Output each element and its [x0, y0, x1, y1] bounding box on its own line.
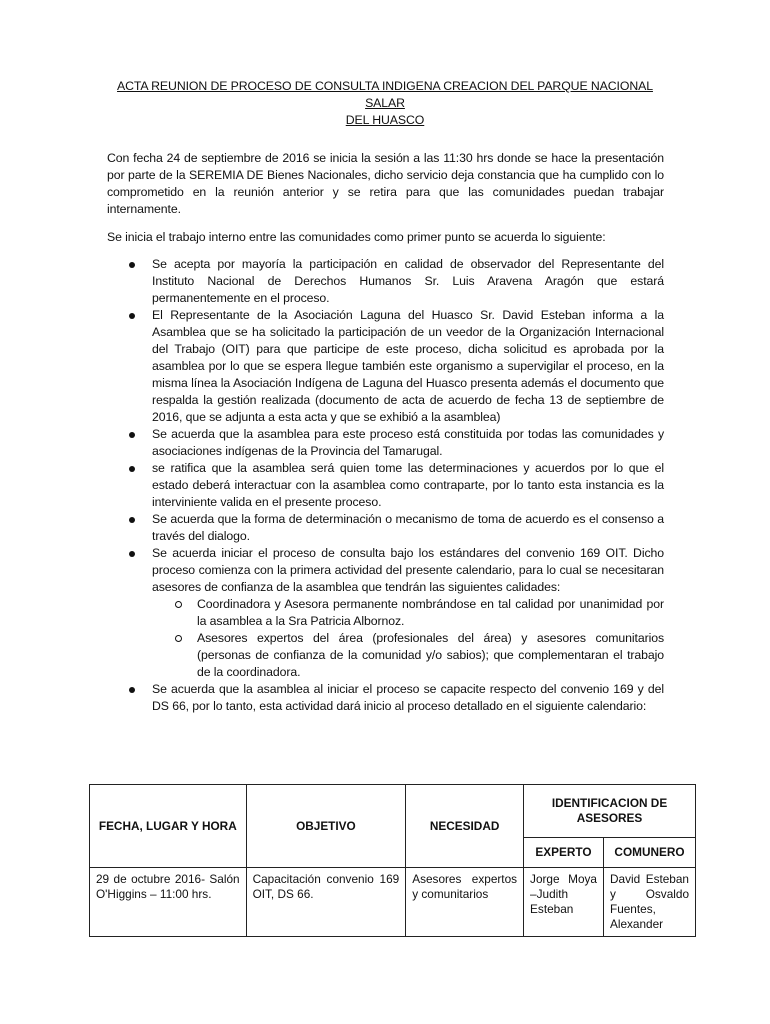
header-experto: EXPERTO	[524, 838, 604, 868]
list-item-text: Se acepta por mayoría la participación en calidad de observador del Representante del Instituto Nacional de Derechos Humanos Sr. Luis Aravena Aragón que estará permanentemente en el proceso.	[152, 257, 664, 305]
intro-paragraph: Con fecha 24 de septiembre de 2016 se inicia la sesión a las 11:30 hrs donde se hace la presentación por parte de la SEREMIA DE Bienes Nacionales, dicho servicio deja constancia que ha cumplido con lo comprometido en la reunión anterior y se retira para que las comunidades puedan trabajar internamente.	[107, 151, 664, 216]
cell-experto: Jorge Moya –Judith Esteban	[524, 868, 604, 937]
list-item	[107, 307, 664, 426]
list-item-text: Se acuerda que la forma de determinación o mecanismo de toma de acuerdo es el consenso a través del dialogo.	[152, 512, 664, 543]
cell-fecha: 29 de octubre 2016- Salón O'Higgins – 11:00 hrs.	[90, 868, 247, 937]
bullet-dot-icon	[129, 262, 135, 268]
list-item-text: Se acuerda iniciar el proceso de consulta bajo los estándares del convenio 169 OIT. Dicho proceso comienza con la primera actividad del presente calendario, para lo cual se necesitaran asesores de confianza de la asamblea que tendrán las siguientes calidades:	[152, 546, 664, 594]
advisor-qualities-list	[152, 596, 664, 681]
header-comunero: COMUNERO	[603, 838, 695, 868]
bullet-dot-icon	[129, 517, 135, 523]
list-item	[107, 511, 664, 545]
agreements-list	[107, 256, 664, 715]
sub-list-item-text: Asesores expertos del área (profesionales del área) y asesores comunitarios (personas de confianza de la comunidad y/o sabios); que complementaran el trabajo de la coordinadora.	[197, 631, 664, 679]
cell-necesidad: Asesores expertos y comunitarios	[406, 868, 524, 937]
list-item-text: Se acuerda que la asamblea para este proceso está constituida por todas las comunidades y asociaciones indígenas de la Provincia del Tamarugal.	[152, 427, 664, 458]
table-row	[90, 868, 696, 937]
list-item-text: El Representante de la Asociación Laguna del Huasco Sr. David Esteban informa a la Asamblea que se ha solicitado la participación de un veedor de la Organización Internacional del Trabajo (OIT) para que participe de este proceso, dicha solicitud es aprobada por la asamblea por lo que se espera llegue también este organismo a supervigilar el proceso, en la misma línea la Asociación Indígena de Laguna del Huasco presenta además el documento que respalda la gestión realizada (documento de acta de acuerdo de fecha 13 de septiembre de 2016, que se adjunta a esta acta y que se exhibió a la asamblea)	[152, 308, 664, 424]
table-header-row	[90, 785, 696, 838]
document-title-line-1: ACTA REUNION DE PROCESO DE CONSULTA INDIGENA CREACION DEL PARQUE NACIONAL SALAR	[117, 79, 653, 110]
header-identificacion: IDENTIFICACION DE ASESORES	[524, 785, 696, 838]
calendar-table	[89, 784, 696, 937]
circle-bullet-icon	[175, 601, 182, 608]
list-item	[107, 460, 664, 511]
bullet-dot-icon	[129, 687, 135, 693]
cell-comunero: David Esteban y Osvaldo Fuentes, Alexander	[603, 868, 695, 937]
sub-list-item-text: Coordinadora y Asesora permanente nombrándose en tal calidad por unanimidad por la asamblea a la Sra Patricia Albornoz.	[197, 597, 664, 628]
document-title-line-2: DEL HUASCO	[345, 113, 425, 127]
bullet-dot-icon	[129, 551, 135, 557]
header-objetivo: OBJETIVO	[246, 785, 406, 868]
circle-bullet-icon	[175, 635, 182, 642]
bullet-dot-icon	[129, 466, 135, 472]
cell-objetivo: Capacitación convenio 169 OIT, DS 66.	[246, 868, 406, 937]
list-item	[107, 426, 664, 460]
sub-list-item	[152, 630, 664, 681]
sub-list-item	[152, 596, 664, 630]
bullet-dot-icon	[129, 432, 135, 438]
list-item	[107, 681, 664, 715]
list-item-text: se ratifica que la asamblea será quien tome las determinaciones y acuerdos por lo que el estado deberá interactuar con la asamblea como contraparte, por lo tanto esta instancia es la interviniente valida en el presente proceso.	[152, 461, 664, 509]
document-title	[100, 78, 670, 129]
list-item-text: Se acuerda que la asamblea al iniciar el proceso se capacite respecto del convenio 169 y del DS 66, por lo tanto, esta actividad dará inicio al proceso detallado en el siguiente calendario:	[152, 682, 664, 713]
header-necesidad: NECESIDAD	[406, 785, 524, 868]
list-item	[107, 545, 664, 681]
second-paragraph: Se inicia el trabajo interno entre las comunidades como primer punto se acuerda lo siguiente:	[107, 230, 606, 244]
bullet-dot-icon	[129, 313, 135, 319]
list-item	[107, 256, 664, 307]
header-fecha: FECHA, LUGAR Y HORA	[90, 785, 247, 868]
